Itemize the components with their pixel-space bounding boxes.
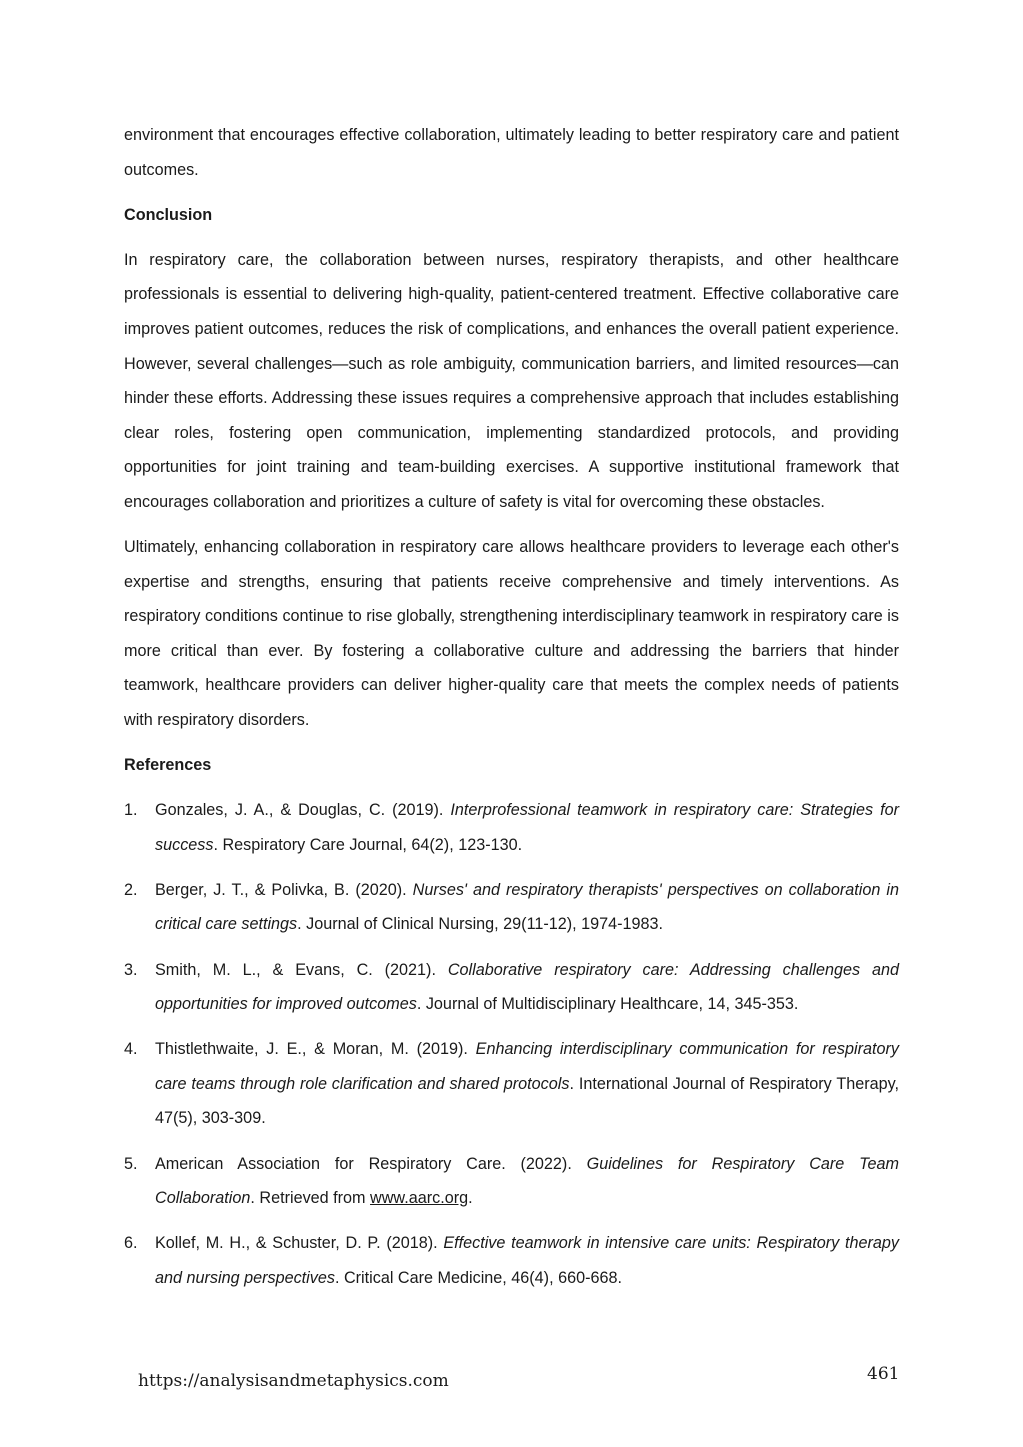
reference-authors: Smith, M. L., & Evans, C. (2021). [155,960,448,979]
reference-title: Collaborative respiratory care: Addressing challenges and opportunities for improved outcomes [155,960,899,1014]
document-body [124,118,899,1306]
reference-authors: Gonzales, J. A., & Douglas, C. (2019). [155,801,451,820]
reference-source: . Journal of Clinical Nursing, 29(11-12), 1974-1983. [297,915,664,934]
reference-authors: Berger, J. T., & Polivka, B. (2020). [155,880,413,899]
page-number: 461 [867,1364,900,1384]
reference-authors: American Association for Respiratory Care. (2022). [155,1154,587,1173]
reference-end-punctuation: . [468,1189,473,1208]
reference-item-5 [124,1147,899,1216]
reference-item-1 [124,793,899,862]
reference-number: 5. [124,1154,138,1173]
reference-title: Effective teamwork in intensive care units: Respiratory therapy and nursing perspectives [155,1234,899,1287]
reference-source: . Journal of Multidisciplinary Healthcare, 14, 345-353. [416,995,799,1014]
reference-link[interactable]: www.aarc.org [370,1189,469,1208]
reference-source: . International Journal of Respiratory Therapy, 47(5), 303-309. [155,1074,899,1128]
conclusion-heading: Conclusion [124,205,213,224]
reference-title: Interprofessional teamwork in respiratory care: Strategies for success [155,801,899,854]
reference-title: Nurses' and respiratory therapists' perspectives on collaboration in critical care settings [155,880,900,934]
footer-url: https://analysisandmetaphysics.com [138,1371,449,1391]
reference-source: . Critical Care Medicine, 46(4), 660-668. [334,1268,622,1287]
intro-paragraph: environment that encourages effective collaboration, ultimately leading to better respiratory care and patient outcomes. [124,126,899,179]
reference-number: 2. [124,880,138,899]
reference-item-4 [124,1032,899,1136]
reference-item-2 [124,873,899,942]
reference-authors: Kollef, M. H., & Schuster, D. P. (2018). [155,1234,444,1253]
reference-number: 1. [124,801,138,820]
reference-title: Guidelines for Respiratory Care Team Collaboration [155,1154,899,1208]
conclusion-paragraph-1: In respiratory care, the collaboration between nurses, respiratory therapists, and other healthcare professionals is essential to delivering high-quality, patient-centered treatment. Effective collaborative care improves patient outcomes, reduces the risk of complications, and enhances the overall patient experience. However, several challenges—such as role ambiguity, communication barriers, and limited resources—can hinder these efforts. Addressing these issues requires a comprehensive approach that includes establishing clear roles, fostering open communication, implementing standardized protocols, and providing opportunities for joint training and team-building exercises. A supportive institutional framework that encourages collaboration and prioritizes a culture of safety is vital for overcoming these obstacles. [124,250,899,511]
reference-number: 3. [124,960,138,979]
reference-authors: Thistlethwaite, J. E., & Moran, M. (2019). [155,1040,476,1059]
conclusion-paragraph-2: Ultimately, enhancing collaboration in respiratory care allows healthcare providers to leverage each other's expertise and strengths, ensuring that patients receive comprehensive and timely interventions. As respiratory conditions continue to rise globally, strengthening interdisciplinary teamwork in respiratory care is more critical than ever. By fostering a collaborative culture and addressing the barriers that hinder teamwork, healthcare providers can deliver higher-quality care that meets the complex needs of patients with respiratory disorders. [124,538,899,729]
reference-number: 6. [124,1234,138,1253]
reference-source: . Respiratory Care Journal, 64(2), 123-130. [213,835,523,854]
reference-title: Enhancing interdisciplinary communication for respiratory care teams through role clarification and shared protocols [155,1040,899,1093]
reference-item-6 [124,1226,899,1295]
references-heading: References [124,756,212,775]
reference-source: . Retrieved from [250,1189,371,1208]
reference-number: 4. [124,1040,138,1059]
references-list [124,793,899,1295]
reference-item-3 [124,953,899,1022]
